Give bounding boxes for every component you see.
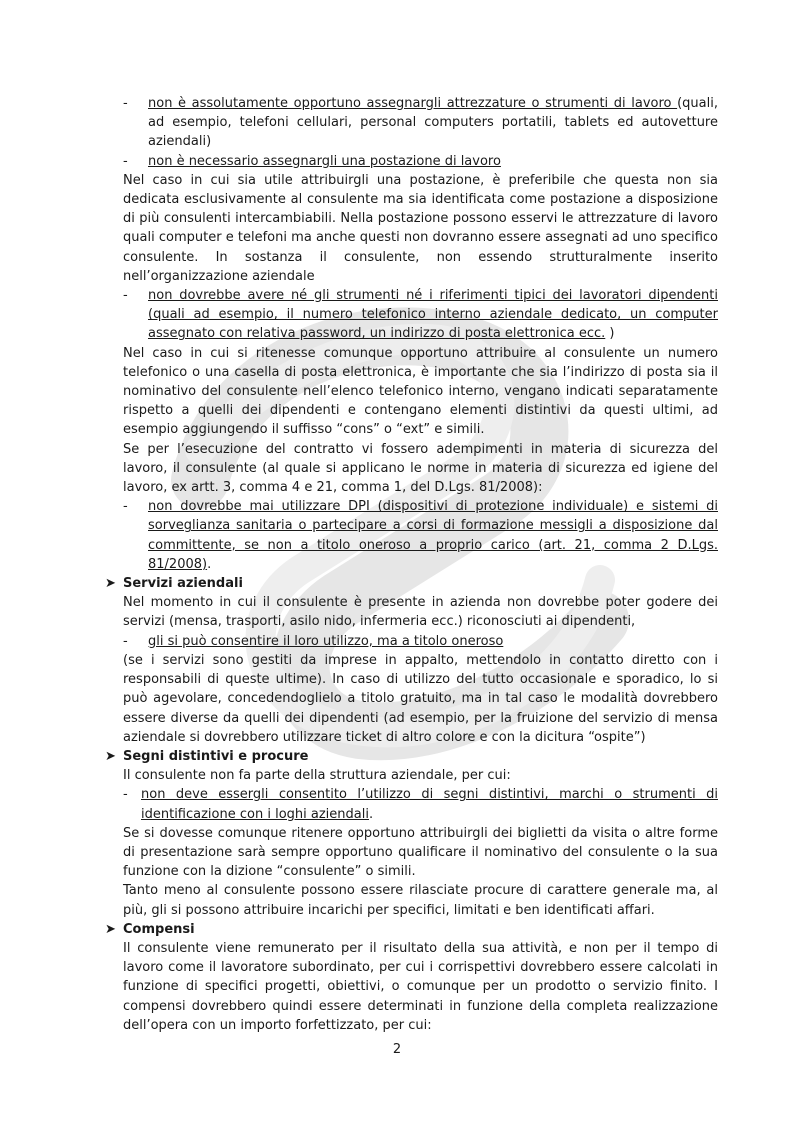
list-item [123, 286, 718, 344]
paragraph-compensi: Il consulente viene remunerato per il risultato della sua attività, e non per il tempo di lavoro come il lavoratore subordinato, per cui i corrispettivi dovrebbero essere calcolati in funzione di specifici progetti, obiettivi, o comunque per un prodotto o servizio finito. I compensi dovrebbero quindi essere determinati in funzione della completa realizzazione dell’opera con un importo forfettizzato, per cui: [123, 940, 718, 1033]
list-item [123, 785, 718, 823]
list-item [123, 632, 718, 651]
list-item [123, 497, 718, 574]
paragraph-servizi-intro: Nel momento in cui il consulente è presente in azienda non dovrebbe poter godere dei servizi (mensa, trasporti, asilo nido, infermeria ecc.) riconosciuti ai dipendenti, [123, 595, 718, 630]
dash-bullet: - [123, 288, 128, 304]
bullet-text: . [207, 556, 212, 572]
underlined-text: non deve essergli consentito l’utilizzo di segni distintivi, marchi o strumenti di identificazione con i loghi aziendali [141, 787, 718, 822]
section-title: Servizi aziendali [123, 576, 243, 592]
paragraph-telefono: Nel caso in cui si ritenesse comunque opportuno attribuire al consulente un numero telefonico o una casella di posta elettronica, è importante che sia l’indirizzo di posta sia il nominativo del consulente nell’elenco telefonico interno, vengano indicati separatamente rispetto a quelli dei dipendenti e contengano elementi distintivi da questi ultimi, ad esempio aggiungendo il suffisso “cons” o “ext” e simili. [123, 345, 718, 438]
paragraph-segni-2: Tanto meno al consulente possono essere rilasciate procure di carattere generale ma, al più, gli si possono attribuire incarichi per specifici, limitati e ben identificati affari. [123, 883, 718, 918]
arrow-bullet-icon: ➤ [105, 748, 116, 764]
section-title: Compensi [123, 921, 195, 937]
bullet-text: ) [605, 326, 615, 342]
underlined-text: gli si può consentire il loro utilizzo, ma a titolo oneroso [148, 633, 504, 649]
section-heading-servizi [105, 574, 718, 593]
dash-bullet: - [123, 96, 128, 111]
bullet-text: (quali, ad esempio, telefoni cellulari, personal computers portatili, tablets ed autovetture aziendali) [148, 96, 718, 150]
section-heading-compensi [105, 920, 718, 939]
arrow-bullet-icon: ➤ [105, 921, 116, 937]
underlined-text: non è necessario assegnargli una postazione di lavoro [148, 153, 501, 169]
paragraph-sicurezza: Se per l’esecuzione del contratto vi fossero adempimenti in materia di sicurezza del lavoro, il consulente (al quale si applicano le norme in materia di sicurezza ed igiene del lavoro, ex artt. 3, comma 4 e 21, comma 1, del D.Lgs. 81/2008): [123, 441, 718, 496]
paragraph-postazione: Nel caso in cui sia utile attribuirgli una postazione, è preferibile che questa non sia dedicata esclusivamente al consulente ma sia identificata come postazione a disposizione di più consulenti intercambiabili. Nella postazione possono esservi le attrezzature di lavoro quali computer e telefoni ma anche questi non dovranno essere assegnati ad uno specifico consulente. In sostanza il consulente, non essendo strutturalmente inserito nell’organizzazione aziendale [123, 172, 718, 284]
underlined-text: non è assolutamente opportuno assegnargli attrezzature o strumenti di lavoro [148, 96, 678, 111]
list-item [123, 152, 718, 171]
paragraph-segni-intro: Il consulente non fa parte della struttura aziendale, per cui: [123, 768, 511, 784]
arrow-bullet-icon: ➤ [105, 576, 116, 592]
dash-bullet: - [123, 153, 128, 169]
paragraph-segni-1: Se si dovesse comunque ritenere opportuno attribuirgli dei biglietti da visita o altre forme di presentazione sarà sempre opportuno qualificare il nominativo del consulente o la sua funzione con la dizione “consulente” o simili. [123, 825, 718, 880]
list-item [123, 94, 718, 152]
dash-bullet: - [123, 787, 128, 803]
paragraph-servizi: (se i servizi sono gestiti da imprese in appalto, mettendolo in contatto diretto con i responsabili di queste ultime). In caso di utilizzo del tutto occasionale e sporadico, lo si può agevolare, concedendoglielo a titolo gratuito, ma in tal caso le modalità dovrebbero essere diverse da quelli dei dipendenti (ad esempio, per la fruizione del servizio di mensa aziendale si dovrebbero utilizzare ticket di altro colore e con la dicitura “ospite”) [123, 652, 718, 745]
underlined-text: non dovrebbe avere né gli strumenti né i riferimenti tipici dei lavoratori dipendenti (quali ad esempio, il numero telefonico interno aziendale dedicato, un computer assegnato con relativa password, un indirizzo di posta elettronica ecc. [148, 288, 718, 342]
underlined-text: non dovrebbe mai utilizzare DPI (dispositivi di protezione individuale) e sistemi di sorveglianza sanitaria o partecipare a corsi di formazione messigli a disposizione dal committente, se non a titolo oneroso a proprio carico (art. 21, comma 2 D.Lgs. 81/2008) [148, 499, 718, 572]
dash-bullet: - [123, 499, 128, 515]
page-number: 2 [392, 1042, 402, 1057]
dash-bullet: - [123, 633, 128, 649]
section-heading-segni [105, 747, 718, 766]
document-body [105, 94, 718, 1035]
bullet-text: . [368, 806, 374, 822]
section-title: Segni distintivi e procure [123, 748, 309, 764]
